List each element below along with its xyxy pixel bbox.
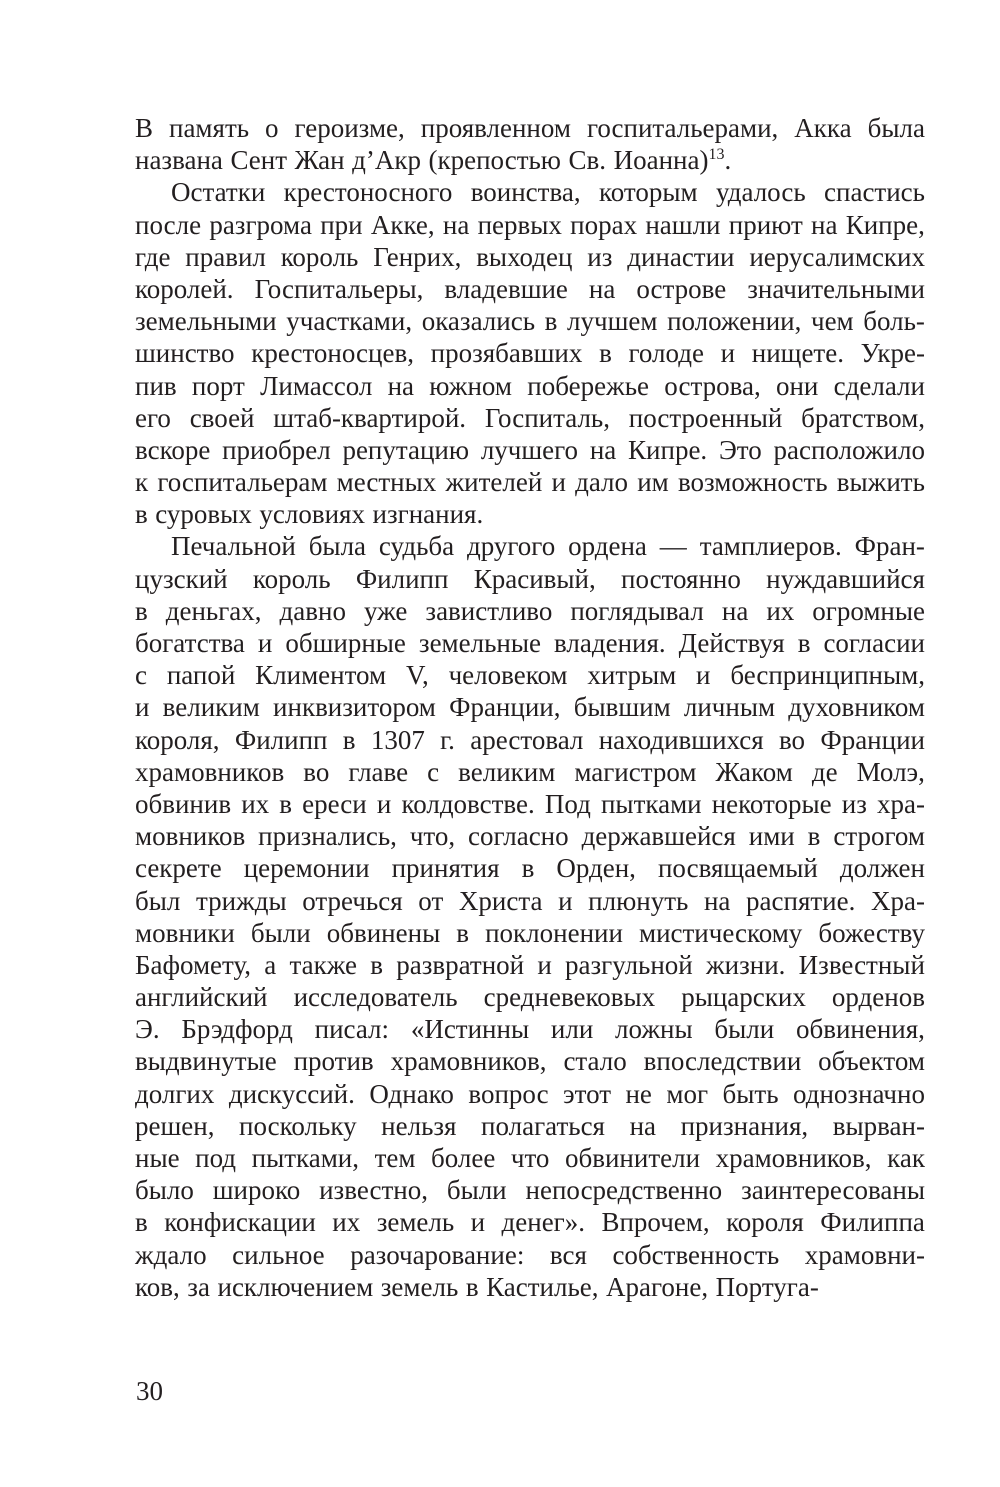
text-line: выдвинутые против храмовников, стало впоследствии объектом: [135, 1046, 925, 1077]
text-line: В память о героизме, проявленном госпитальерами, Акка была: [135, 113, 925, 143]
text-line: храмовников во главе с великим магистром Жаком де Молэ,: [135, 756, 925, 787]
text-line: богатства и обширные земельные владения. Действуя в согласии: [135, 628, 925, 658]
text-line: и великим инквизитором Франции, бывшим личным духовником: [135, 692, 925, 723]
text-line: в суровых условиях изгнания.: [135, 499, 484, 530]
text-line: его своей штаб-квартирой. Госпиталь, построенный братством,: [135, 402, 925, 433]
text-line: решен, поскольку нельзя полагаться на признания, вырван-: [135, 1110, 925, 1141]
text-line: в деньгах, давно уже завистливо поглядывал на их огромные: [135, 595, 925, 626]
text-line: с папой Климентом V, человеком хитрым и беспринципным,: [135, 660, 925, 691]
text-line: Печальной была судьба другого ордена — тамплиеров. Фран-: [171, 531, 925, 562]
text-line: Бафомету, а также в развратной и разгульной жизни. Известный: [135, 949, 925, 980]
text-line: короля, Филипп в 1307 г. арестовал находившихся во Франции: [135, 724, 925, 755]
text-line: мовников признались, что, согласно державшейся ими в строгом: [135, 821, 925, 852]
text-line: был трижды отречься от Христа и плюнуть на распятие. Хра-: [135, 885, 925, 916]
text-line: секрете церемонии принятия в Орден, посвящаемый должен: [135, 853, 925, 884]
text-line: было широко известно, были непосредственно заинтересованы: [135, 1175, 925, 1206]
text-line: названа Сент Жан д’Акр (крепостью Св. Иоанна)$^{13}$.: [135, 145, 732, 176]
text-line: Остатки крестоносного воинства, которым удалось спастись: [171, 177, 925, 208]
text-line: английский исследователь средневековых рыцарских орденов: [135, 982, 925, 1013]
text-line: где правил король Генрих, выходец из династии иерусалимских: [135, 241, 925, 272]
text-line: королей. Госпитальеры, владевшие на острове значительными: [135, 273, 925, 304]
text-line: в конфискации их земель и денег». Впрочем, короля Филиппа: [135, 1207, 925, 1238]
text-line: ные под пытками, тем более что обвинители храмовников, как: [135, 1143, 925, 1173]
text-line: долгих дискуссий. Однако вопрос этот не мог быть однозначно: [135, 1078, 925, 1109]
sentence-end: .: [724, 145, 732, 176]
footnote-reference[interactable]: 13: [708, 146, 725, 164]
text-line: шинство крестоносцев, прозябавших в голоде и нищете. Укре-: [135, 338, 925, 369]
text-line: земельными участками, оказались в лучшем положении, чем боль-: [135, 306, 925, 337]
text-line: после разгрома при Акке, на первых порах нашли приют на Кипре,: [135, 209, 925, 240]
text-line: к госпитальерам местных жителей и дало им возможность выжить: [135, 467, 925, 498]
text-line: вскоре приобрел репутацию лучшего на Кипре. Это расположило: [135, 434, 925, 465]
text-line: пив порт Лимассол на южном побережье острова, они сделали: [135, 370, 925, 401]
text-line: ков, за исключением земель в Кастилье, Арагоне, Португа-: [135, 1271, 819, 1302]
text-line: ждало сильное разочарование: вся собственность храмовни-: [135, 1239, 925, 1270]
text-line: Э. Брэдфорд писал: «Истинны или ложны были обвинения,: [135, 1014, 925, 1045]
text-line: обвинив их в ереси и колдовстве. Под пытками некоторые из хра-: [135, 788, 925, 819]
body-text: [135, 112, 925, 1303]
text-line: цузский король Филипп Красивый, постоянно нуждавшийся: [135, 563, 925, 594]
page-number: 30: [136, 1376, 163, 1406]
text-line: мовники были обвинены в поклонении мистическому божеству: [135, 917, 925, 948]
